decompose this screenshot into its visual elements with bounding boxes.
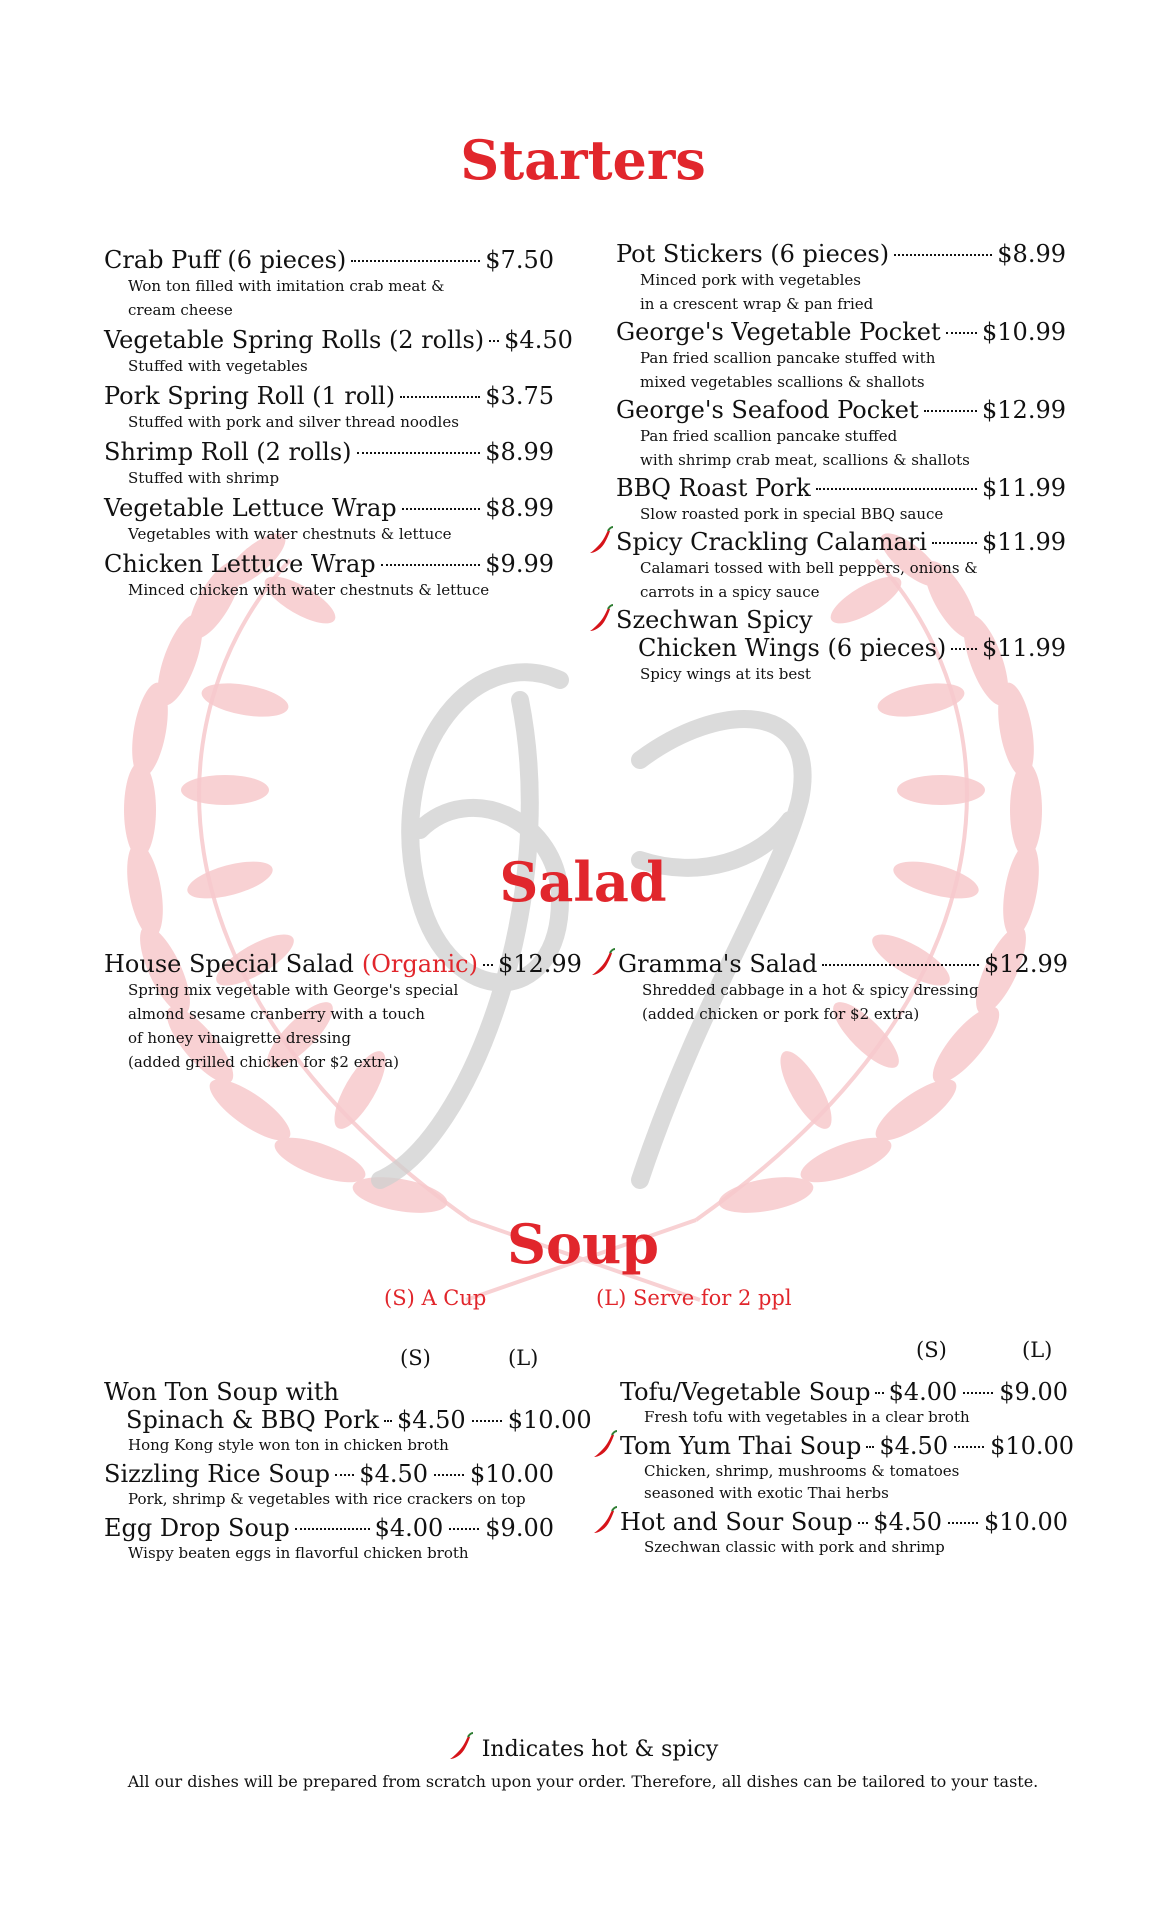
dot-leader [381,564,481,566]
price-large: $10.00 [984,1508,1068,1536]
soup-legend-large: (L) Serve for 2 ppl [596,1286,792,1310]
item-name: Shrimp Roll (2 rolls) [104,438,352,466]
price-large: $9.00 [999,1378,1068,1406]
description-line: almond sesame cranberry with a touch [128,1005,425,1023]
soup-name: Egg Drop Soup [104,1514,290,1542]
price-large: $9.00 [485,1514,554,1542]
item-price: $12.99 [984,950,1068,978]
item-line [616,318,1066,346]
item-name: Vegetable Lettuce Wrap [104,494,397,522]
dot-leader [400,396,480,398]
description-line: in a crescent wrap & pan fried [640,295,874,313]
dot-leader [866,1446,874,1448]
description-line: (added chicken or pork for $2 extra) [642,1005,920,1023]
menu-item [616,396,1066,472]
price-small: $4.00 [374,1514,444,1542]
description-line: Pan fried scallion pancake stuffed [640,427,898,445]
dot-leader [948,1522,978,1524]
soup-item [104,1460,554,1510]
description-line: of honey vinaigrette dressing [128,1029,351,1047]
item-description [616,662,1066,686]
size-header-small: (S) [400,1346,431,1370]
soup-description [620,1536,1068,1558]
soup-item [104,1378,592,1456]
item-name: Chicken Lettuce Wrap [104,550,376,578]
starters-right-column [616,240,1066,688]
item-line [104,494,554,522]
dot-leader [384,1420,392,1422]
item-name: Vegetable Spring Rolls (2 rolls) [104,326,485,354]
dot-leader [924,410,977,412]
price-small: $4.50 [879,1432,949,1460]
chili-pepper-icon [592,1506,618,1536]
soup-line [620,1378,1068,1406]
dot-leader [932,542,977,544]
spicy-legend-text: Indicates hot & spicy [481,1737,719,1762]
description-line: Chicken, shrimp, mushrooms & tomatoes [644,1462,960,1480]
item-line [616,396,1066,424]
menu-item [616,528,1066,604]
description-line: Spring mix vegetable with George's special [128,981,459,999]
soup-name: Sizzling Rice Soup [104,1460,330,1488]
description-line: carrots in a spicy sauce [640,583,820,601]
item-description [104,274,554,322]
item-line [104,438,554,466]
chili-pepper-icon [588,604,614,634]
soup-item [620,1508,1068,1558]
item-description [616,502,1066,526]
item-price: $9.99 [485,550,554,578]
dot-leader [449,1528,479,1530]
soup-line [104,1406,592,1434]
description-line: Calamari tossed with bell peppers, onions & [640,559,978,577]
starters-left-column [104,246,573,606]
dot-leader [402,508,481,510]
dot-leader [946,332,977,334]
menu-item [104,494,554,546]
description-line: (added grilled chicken for $2 extra) [128,1053,400,1071]
item-name: George's Seafood Pocket [616,396,919,424]
item-line [104,246,554,274]
item-price: $3.75 [485,382,554,410]
menu-item [616,318,1066,394]
item-name: House Special Salad [104,950,354,978]
item-price: $10.99 [982,318,1066,346]
chili-pepper-icon [448,1732,474,1762]
price-small: $4.00 [888,1378,958,1406]
grammas-salad-item [618,950,1068,1026]
item-line [104,382,554,410]
item-name: George's Vegetable Pocket [616,318,941,346]
soup-line [104,1460,554,1488]
item-name: Crab Puff (6 pieces) [104,246,347,274]
item-line [616,528,1066,556]
dot-leader [489,340,499,342]
dot-leader [894,254,992,256]
description-line: Szechwan classic with pork and shrimp [644,1538,945,1556]
item-price: $4.50 [504,326,573,354]
dot-leader [357,452,481,454]
soup-left-column [104,1378,592,1568]
item-price: $11.99 [982,634,1066,662]
description-line: Wispy beaten eggs in flavorful chicken broth [128,1544,469,1562]
salad-title: Salad [499,850,667,914]
description-line: Slow roasted pork in special BBQ sauce [640,505,944,523]
description-line: Fresh tofu with vegetables in a clear broth [644,1408,970,1426]
soup-item [620,1378,1068,1428]
item-price: $12.99 [497,950,582,978]
dot-leader [822,964,979,966]
item-price: $7.50 [485,246,554,274]
dot-leader [295,1528,370,1530]
menu-item [616,606,1066,686]
soup-name-line [104,1378,554,1406]
description-line: Pan fried scallion pancake stuffed with [640,349,936,367]
description-line: seasoned with exotic Thai herbs [644,1484,889,1502]
item-name-line [616,606,1066,634]
dot-leader [434,1474,464,1476]
item-description [104,978,554,1074]
menu-item [616,240,1066,316]
description-line: Vegetables with water chestnuts & lettuce [128,525,452,543]
soup-description [620,1460,1068,1504]
dot-leader [875,1392,883,1394]
description-line: Shredded cabbage in a hot & spicy dressing [642,981,979,999]
item-name: Pork Spring Roll (1 roll) [104,382,396,410]
price-large: $10.00 [507,1406,592,1434]
soup-legend-small: (S) A Cup [384,1286,487,1310]
soup-name: Spinach & BBQ Pork [126,1406,379,1434]
soup-description [620,1406,1068,1428]
dot-leader [816,488,977,490]
description-line: Stuffed with shrimp [128,469,280,487]
soup-name: Tom Yum Thai Soup [620,1432,862,1460]
soup-title: Soup [506,1212,660,1276]
item-price: $8.99 [485,438,554,466]
price-small: $4.50 [359,1460,429,1488]
item-name: Chicken Wings (6 pieces) [638,634,947,662]
description-line: with shrimp crab meat, scallions & shallots [640,451,970,469]
soup-item [620,1432,1075,1504]
description-line: Stuffed with vegetables [128,357,308,375]
dot-leader [483,964,493,966]
chili-pepper-icon [592,1430,618,1460]
spicy-legend [0,1732,1166,1762]
item-line [616,634,1066,662]
dot-leader [351,260,480,262]
dot-leader [951,648,977,650]
item-description [104,578,554,602]
description-line: Hong Kong style won ton in chicken broth [128,1436,449,1454]
item-description [616,346,1066,394]
item-name: Pot Stickers (6 pieces) [616,240,890,268]
chili-pepper-icon [590,948,616,978]
soup-description [104,1434,554,1456]
item-description [616,556,1066,604]
dot-leader [963,1392,993,1394]
item-description [618,978,1068,1026]
soup-name: Hot and Sour Soup [620,1508,853,1536]
item-name: BBQ Roast Pork [616,474,811,502]
menu-item [104,438,554,490]
price-small: $4.50 [873,1508,943,1536]
starters-title: Starters [460,128,706,192]
item-line [104,326,573,354]
price-small: $4.50 [396,1406,466,1434]
description-line: cream cheese [128,301,233,319]
description-line: Spicy wings at its best [640,665,811,683]
item-price: $8.99 [997,240,1066,268]
item-price: $11.99 [982,474,1066,502]
item-price: $12.99 [982,396,1066,424]
house-special-salad-item [104,950,582,1074]
description-line: Minced pork with vegetables [640,271,861,289]
description-line: Minced chicken with water chestnuts & lettuce [128,581,490,599]
soup-line [620,1432,1075,1460]
description-line: mixed vegetables scallions & shallots [640,373,925,391]
item-description [104,522,554,546]
size-header-large-right: (L) [1022,1338,1053,1362]
soup-name-first-line: Won Ton Soup with [104,1378,339,1406]
price-large: $10.00 [990,1432,1075,1460]
dot-leader [858,1522,869,1524]
description-line: Won ton filled with imitation crab meat & [128,277,445,295]
menu-item [104,246,554,322]
size-header-small-right: (S) [916,1338,947,1362]
footer-note: All our dishes will be prepared from scratch upon your order. Therefore, all dishes can be tailored to your taste. [127,1772,1039,1791]
dot-leader [335,1474,354,1476]
item-description [616,424,1066,472]
menu-item [104,550,554,602]
menu-item [104,382,554,434]
soup-line [620,1508,1068,1536]
soup-description [104,1488,554,1510]
item-description [104,354,554,378]
item-price: $11.99 [982,528,1066,556]
dot-leader [954,1446,984,1448]
item-price: $8.99 [485,494,554,522]
menu-item [616,474,1066,526]
organic-tag: (Organic) [361,950,478,978]
item-name-first-line: Szechwan Spicy [616,606,813,634]
soup-description [104,1542,554,1564]
item-name: Spicy Crackling Calamari [616,528,927,556]
soup-right-column [620,1378,1075,1562]
item-description [616,268,1066,316]
item-line [104,550,554,578]
description-line: Stuffed with pork and silver thread noodles [128,413,459,431]
price-large: $10.00 [470,1460,554,1488]
dot-leader [472,1420,502,1422]
item-description [104,410,554,434]
chili-pepper-icon [588,526,614,556]
item-line [616,240,1066,268]
soup-item [104,1514,554,1564]
item-line [616,474,1066,502]
soup-line [104,1514,554,1542]
menu-item [104,326,573,378]
soup-name: Tofu/Vegetable Soup [620,1378,871,1406]
size-header-large: (L) [508,1346,539,1370]
description-line: Pork, shrimp & vegetables with rice crackers on top [128,1490,526,1508]
item-description [104,466,554,490]
item-name: Gramma's Salad [618,950,818,978]
